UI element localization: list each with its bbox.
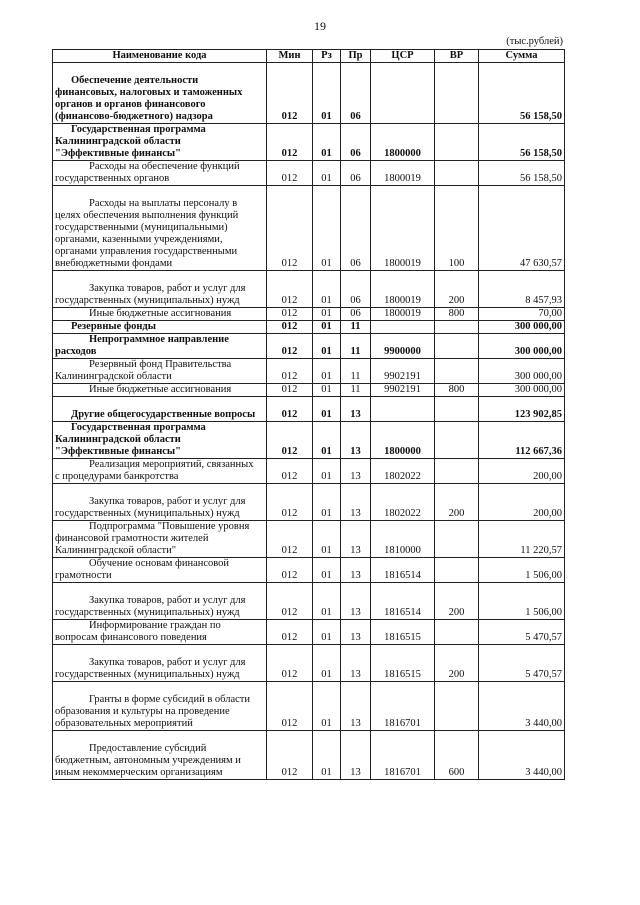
cell-rz: 01 bbox=[313, 484, 341, 521]
cell-min: 012 bbox=[267, 521, 313, 558]
cell-min: 012 bbox=[267, 124, 313, 161]
cell-min: 012 bbox=[267, 645, 313, 682]
cell-vr bbox=[435, 521, 479, 558]
cell-csr: 1816701 bbox=[371, 731, 435, 780]
table-body bbox=[53, 63, 565, 780]
cell-sum: 112 667,36 bbox=[479, 422, 565, 459]
row-name-line: государственных (муниципальных) нужд bbox=[55, 508, 240, 519]
cell-rz: 01 bbox=[313, 321, 341, 334]
cell-min: 012 bbox=[267, 63, 313, 124]
cell-min: 012 bbox=[267, 682, 313, 731]
row-name-line: образования и культуры на проведение bbox=[55, 706, 230, 717]
cell-rz: 01 bbox=[313, 558, 341, 583]
row-name bbox=[53, 422, 267, 459]
cell-csr: 1800000 bbox=[371, 124, 435, 161]
cell-vr: 600 bbox=[435, 731, 479, 780]
row-name-line: государственных (муниципальных) нужд bbox=[55, 607, 240, 618]
row-name-line: Калининградской области bbox=[55, 136, 181, 147]
cell-pr: 06 bbox=[341, 63, 371, 124]
row-name-line: государственных (муниципальных) нужд bbox=[55, 295, 240, 306]
cell-csr: 1816515 bbox=[371, 620, 435, 645]
cell-csr: 1800019 bbox=[371, 186, 435, 271]
row-name bbox=[53, 334, 267, 359]
table-row bbox=[53, 583, 565, 620]
cell-vr bbox=[435, 682, 479, 731]
table-header-row bbox=[53, 50, 565, 63]
row-name-line: финансовых, налоговых и таможенных bbox=[55, 87, 243, 98]
row-name bbox=[53, 583, 267, 620]
cell-min: 012 bbox=[267, 384, 313, 397]
row-name bbox=[53, 186, 267, 271]
cell-pr: 13 bbox=[341, 521, 371, 558]
cell-rz: 01 bbox=[313, 422, 341, 459]
cell-rz: 01 bbox=[313, 308, 341, 321]
cell-vr: 100 bbox=[435, 186, 479, 271]
row-name-line: вопросам финансового поведения bbox=[55, 632, 207, 643]
cell-min: 012 bbox=[267, 161, 313, 186]
row-name-line: Калининградской области bbox=[55, 434, 181, 445]
row-name bbox=[53, 308, 267, 321]
cell-sum: 123 902,85 bbox=[479, 397, 565, 422]
cell-sum: 3 440,00 bbox=[479, 731, 565, 780]
table-row bbox=[53, 308, 565, 321]
row-name bbox=[53, 124, 267, 161]
table-row bbox=[53, 397, 565, 422]
row-name bbox=[53, 384, 267, 397]
row-name-line: органов и органов финансового bbox=[55, 99, 206, 110]
row-name bbox=[53, 397, 267, 422]
row-name-line: Государственная программа bbox=[71, 422, 206, 433]
cell-pr: 13 bbox=[341, 731, 371, 780]
row-name-line: с процедурами банкротства bbox=[55, 471, 179, 482]
cell-csr: 1802022 bbox=[371, 484, 435, 521]
cell-csr: 9902191 bbox=[371, 359, 435, 384]
cell-min: 012 bbox=[267, 334, 313, 359]
cell-pr: 06 bbox=[341, 124, 371, 161]
row-name bbox=[53, 521, 267, 558]
row-name-line: Другие общегосударственные вопросы bbox=[71, 409, 256, 420]
cell-rz: 01 bbox=[313, 682, 341, 731]
cell-pr: 06 bbox=[341, 308, 371, 321]
cell-csr: 1800019 bbox=[371, 161, 435, 186]
table-row bbox=[53, 186, 565, 271]
cell-pr: 11 bbox=[341, 384, 371, 397]
cell-min: 012 bbox=[267, 731, 313, 780]
table-row bbox=[53, 620, 565, 645]
table-row bbox=[53, 731, 565, 780]
row-name-line: "Эффективные финансы" bbox=[55, 446, 181, 457]
cell-min: 012 bbox=[267, 620, 313, 645]
cell-rz: 01 bbox=[313, 271, 341, 308]
cell-rz: 01 bbox=[313, 397, 341, 422]
cell-csr bbox=[371, 321, 435, 334]
cell-sum: 300 000,00 bbox=[479, 384, 565, 397]
table-row bbox=[53, 682, 565, 731]
row-name-line: внебюджетными фондами bbox=[55, 258, 173, 269]
cell-csr bbox=[371, 63, 435, 124]
cell-pr: 13 bbox=[341, 397, 371, 422]
row-name-line: Непрограммное направление bbox=[89, 334, 229, 345]
row-name-line: Иные бюджетные ассигнования bbox=[89, 384, 232, 395]
cell-min: 012 bbox=[267, 583, 313, 620]
row-name-line: Закупка товаров, работ и услуг для bbox=[89, 595, 246, 606]
cell-csr: 1816701 bbox=[371, 682, 435, 731]
cell-rz: 01 bbox=[313, 620, 341, 645]
table-row bbox=[53, 459, 565, 484]
cell-min: 012 bbox=[267, 397, 313, 422]
row-name-line: финансовой грамотности жителей bbox=[55, 533, 209, 544]
cell-min: 012 bbox=[267, 321, 313, 334]
row-name bbox=[53, 620, 267, 645]
table-row bbox=[53, 422, 565, 459]
page-number: 19 bbox=[314, 19, 326, 33]
row-name bbox=[53, 645, 267, 682]
cell-vr bbox=[435, 321, 479, 334]
cell-sum: 5 470,57 bbox=[479, 645, 565, 682]
cell-sum: 1 506,00 bbox=[479, 558, 565, 583]
cell-csr: 1800000 bbox=[371, 422, 435, 459]
cell-rz: 01 bbox=[313, 63, 341, 124]
cell-rz: 01 bbox=[313, 186, 341, 271]
cell-rz: 01 bbox=[313, 124, 341, 161]
cell-rz: 01 bbox=[313, 384, 341, 397]
table-row bbox=[53, 124, 565, 161]
cell-csr: 9902191 bbox=[371, 384, 435, 397]
cell-csr: 9900000 bbox=[371, 334, 435, 359]
row-name-line: Гранты в форме субсидий в области bbox=[89, 694, 251, 705]
table-row bbox=[53, 521, 565, 558]
cell-rz: 01 bbox=[313, 359, 341, 384]
cell-rz: 01 bbox=[313, 521, 341, 558]
cell-csr: 1816514 bbox=[371, 558, 435, 583]
row-name-line: Закупка товаров, работ и услуг для bbox=[89, 496, 246, 507]
table-row bbox=[53, 384, 565, 397]
cell-rz: 01 bbox=[313, 645, 341, 682]
cell-csr: 1816515 bbox=[371, 645, 435, 682]
table-row bbox=[53, 645, 565, 682]
cell-csr: 1800019 bbox=[371, 308, 435, 321]
cell-pr: 06 bbox=[341, 271, 371, 308]
cell-csr bbox=[371, 397, 435, 422]
row-name bbox=[53, 321, 267, 334]
cell-pr: 11 bbox=[341, 334, 371, 359]
cell-vr bbox=[435, 422, 479, 459]
cell-pr: 06 bbox=[341, 186, 371, 271]
row-name bbox=[53, 459, 267, 484]
cell-min: 012 bbox=[267, 359, 313, 384]
row-name-line: государственных (муниципальных) нужд bbox=[55, 669, 240, 680]
cell-sum: 56 158,50 bbox=[479, 124, 565, 161]
row-name-line: органами управления государственными bbox=[55, 246, 238, 257]
cell-pr: 11 bbox=[341, 321, 371, 334]
cell-vr bbox=[435, 161, 479, 186]
cell-min: 012 bbox=[267, 308, 313, 321]
cell-pr: 13 bbox=[341, 682, 371, 731]
units-label: (тыс.рублей) bbox=[506, 36, 563, 47]
cell-pr: 13 bbox=[341, 583, 371, 620]
row-name bbox=[53, 359, 267, 384]
cell-sum: 56 158,50 bbox=[479, 161, 565, 186]
cell-pr: 06 bbox=[341, 161, 371, 186]
row-name-line: бюджетным, автономным учреждениям и bbox=[55, 755, 241, 766]
row-name bbox=[53, 731, 267, 780]
header-name: Наименование кода bbox=[53, 50, 267, 63]
cell-vr bbox=[435, 397, 479, 422]
cell-vr: 800 bbox=[435, 308, 479, 321]
row-name bbox=[53, 161, 267, 186]
cell-pr: 13 bbox=[341, 620, 371, 645]
cell-csr: 1810000 bbox=[371, 521, 435, 558]
row-name-line: (финансово-бюджетного) надзора bbox=[55, 111, 213, 122]
row-name bbox=[53, 484, 267, 521]
row-name-line: Резервный фонд Правительства bbox=[89, 359, 232, 370]
row-name-line: Калининградской области" bbox=[55, 545, 177, 556]
row-name-line: органами, казенными учреждениями, bbox=[55, 234, 223, 245]
cell-sum: 1 506,00 bbox=[479, 583, 565, 620]
cell-rz: 01 bbox=[313, 334, 341, 359]
cell-sum: 200,00 bbox=[479, 459, 565, 484]
header-vr: ВР bbox=[435, 50, 479, 63]
cell-sum: 70,00 bbox=[479, 308, 565, 321]
row-name-line: Информирование граждан по bbox=[89, 620, 221, 631]
cell-vr bbox=[435, 459, 479, 484]
row-name bbox=[53, 271, 267, 308]
cell-min: 012 bbox=[267, 186, 313, 271]
row-name-line: Подпрограмма "Повышение уровня bbox=[89, 521, 250, 532]
row-name-line: целях обеспечения выполнения функций bbox=[55, 210, 239, 221]
cell-min: 012 bbox=[267, 459, 313, 484]
cell-pr: 11 bbox=[341, 359, 371, 384]
cell-vr: 200 bbox=[435, 645, 479, 682]
row-name-line: Калининградской области bbox=[55, 371, 172, 382]
row-name-line: Иные бюджетные ассигнования bbox=[89, 308, 232, 319]
cell-pr: 13 bbox=[341, 558, 371, 583]
row-name-line: Расходы на обеспечение функций bbox=[89, 161, 240, 172]
table-row bbox=[53, 161, 565, 186]
row-name-line: "Эффективные финансы" bbox=[55, 148, 181, 159]
cell-min: 012 bbox=[267, 271, 313, 308]
row-name-line: Закупка товаров, работ и услуг для bbox=[89, 283, 246, 294]
cell-rz: 01 bbox=[313, 583, 341, 620]
cell-vr bbox=[435, 359, 479, 384]
row-name-line: образовательных мероприятий bbox=[55, 718, 193, 729]
cell-pr: 13 bbox=[341, 422, 371, 459]
cell-pr: 13 bbox=[341, 645, 371, 682]
cell-vr: 200 bbox=[435, 484, 479, 521]
table-row bbox=[53, 321, 565, 334]
row-name-line: Предоставление субсидий bbox=[89, 743, 207, 754]
cell-sum: 300 000,00 bbox=[479, 321, 565, 334]
cell-csr: 1800019 bbox=[371, 271, 435, 308]
cell-sum: 200,00 bbox=[479, 484, 565, 521]
table-row bbox=[53, 63, 565, 124]
cell-min: 012 bbox=[267, 422, 313, 459]
budget-table bbox=[52, 49, 565, 780]
row-name-line: иным некоммерческим организациям bbox=[55, 767, 223, 778]
cell-rz: 01 bbox=[313, 731, 341, 780]
cell-sum: 56 158,50 bbox=[479, 63, 565, 124]
row-name-line: государственных органов bbox=[55, 173, 170, 184]
row-name-line: Резервные фонды bbox=[71, 321, 156, 332]
cell-sum: 8 457,93 bbox=[479, 271, 565, 308]
cell-vr bbox=[435, 558, 479, 583]
row-name-line: Обучение основам финансовой bbox=[89, 558, 230, 569]
cell-sum: 47 630,57 bbox=[479, 186, 565, 271]
cell-vr bbox=[435, 124, 479, 161]
row-name-line: Расходы на выплаты персоналу в bbox=[89, 198, 238, 209]
cell-vr: 200 bbox=[435, 271, 479, 308]
cell-pr: 13 bbox=[341, 484, 371, 521]
cell-csr: 1802022 bbox=[371, 459, 435, 484]
cell-rz: 01 bbox=[313, 161, 341, 186]
cell-csr: 1816514 bbox=[371, 583, 435, 620]
row-name-line: грамотности bbox=[55, 570, 112, 581]
cell-sum: 300 000,00 bbox=[479, 334, 565, 359]
cell-pr: 13 bbox=[341, 459, 371, 484]
cell-min: 012 bbox=[267, 484, 313, 521]
row-name bbox=[53, 558, 267, 583]
table-row bbox=[53, 558, 565, 583]
row-name-line: государственными (муниципальными) bbox=[55, 222, 228, 233]
cell-vr: 200 bbox=[435, 583, 479, 620]
cell-vr bbox=[435, 63, 479, 124]
row-name-line: Обеспечение деятельности bbox=[71, 75, 199, 86]
header-sum: Сумма bbox=[479, 50, 565, 63]
row-name-line: расходов bbox=[55, 346, 97, 357]
row-name-line: Реализация мероприятий, связанных bbox=[89, 459, 254, 470]
cell-vr bbox=[435, 620, 479, 645]
header-pr: Пр bbox=[341, 50, 371, 63]
table-row bbox=[53, 484, 565, 521]
cell-sum: 5 470,57 bbox=[479, 620, 565, 645]
table-row bbox=[53, 334, 565, 359]
row-name bbox=[53, 682, 267, 731]
row-name-line: Закупка товаров, работ и услуг для bbox=[89, 657, 246, 668]
header-csr: ЦСР bbox=[371, 50, 435, 63]
cell-sum: 3 440,00 bbox=[479, 682, 565, 731]
cell-sum: 11 220,57 bbox=[479, 521, 565, 558]
cell-rz: 01 bbox=[313, 459, 341, 484]
cell-min: 012 bbox=[267, 558, 313, 583]
cell-vr: 800 bbox=[435, 384, 479, 397]
header-rz: Рз bbox=[313, 50, 341, 63]
table-row bbox=[53, 271, 565, 308]
row-name bbox=[53, 63, 267, 124]
cell-vr bbox=[435, 334, 479, 359]
table-row bbox=[53, 359, 565, 384]
cell-sum: 300 000,00 bbox=[479, 359, 565, 384]
row-name-line: Государственная программа bbox=[71, 124, 206, 135]
header-min: Мин bbox=[267, 50, 313, 63]
